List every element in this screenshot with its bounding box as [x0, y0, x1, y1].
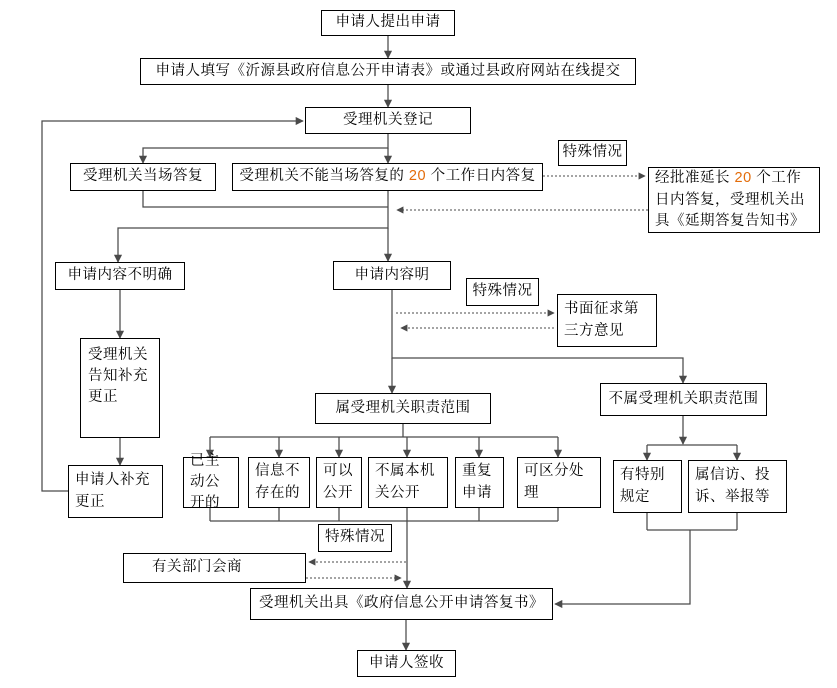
node-fill-form [140, 58, 636, 85]
node-register [305, 107, 471, 134]
node-label: 特殊情况 [325, 529, 385, 546]
node-label: 受理机关出具《政府信息公开申请答复书》 [259, 595, 544, 612]
node-not-this-organ [368, 457, 448, 508]
node-label: 属信访、投诉、举报等 [695, 467, 770, 505]
node-label: 可以公开 [323, 463, 353, 501]
node-label: 申请内容不明确 [67, 267, 173, 284]
node-label: 特殊情况 [472, 283, 533, 300]
node-reply-20days [232, 163, 543, 191]
label-highlight-number: 20 [408, 168, 427, 185]
node-label: 有关部门会商 [152, 559, 242, 576]
label-part: 受理机关不能当场答复的 [239, 168, 409, 185]
node-label: 受理机关告知补充更正 [88, 347, 148, 406]
node-label: 有特别规定 [620, 467, 665, 505]
label-part: 经批准延长 [655, 170, 735, 187]
node-in-scope [315, 393, 491, 424]
node-consult [123, 553, 306, 583]
node-label: 不属受理机关职责范围 [608, 390, 759, 407]
node-label: 特殊情况 [562, 144, 623, 161]
node-info-not-exist [248, 457, 310, 508]
node-label: 已主动公开的 [190, 452, 220, 512]
connector-register-onspot [143, 134, 388, 163]
node-already-public [183, 452, 239, 512]
connector-onspot-merge [143, 191, 388, 207]
node-special-rule [613, 460, 682, 513]
node-onspot-reply [70, 163, 216, 191]
node-sign [357, 650, 456, 677]
label-part: 个工作日内答复 [426, 168, 536, 185]
node-label: 受理机关当场答复 [83, 168, 203, 185]
node-label: 信息不存在的 [255, 463, 300, 501]
node-separable [517, 457, 601, 508]
node-out-of-scope [600, 383, 767, 416]
connector-to-unclear [118, 191, 388, 262]
node-applicant-submit [321, 10, 455, 36]
node-extension-notice [648, 167, 820, 233]
node-label: 申请人签收 [369, 654, 444, 671]
connector-right-to-replydoc [555, 530, 690, 604]
node-label: 书面征求第三方意见 [564, 301, 639, 339]
node-label: 受理机关登记 [343, 111, 433, 128]
label-special-case-top [558, 140, 627, 166]
node-label: 属受理机关职责范围 [335, 399, 471, 416]
node-label: 不属本机关公开 [375, 463, 435, 501]
label-special-case-mid [466, 278, 539, 306]
label-part: 个工作日内答复，受理机关出具《延期答复告知书》 [655, 170, 805, 229]
node-notify-supplement [80, 338, 160, 438]
node-label: 重复申请 [462, 463, 492, 501]
node-reply-doc [250, 588, 553, 620]
node-third-party-opinion [557, 294, 657, 347]
node-label: 申请人补充更正 [75, 472, 150, 510]
node-applicant-supplement [68, 465, 163, 518]
node-label: 申请人填写《沂源县政府信息公开申请表》或通过县政府网站在线提交 [155, 62, 621, 79]
node-repeat-apply [455, 457, 504, 508]
node-content-clear [333, 261, 451, 290]
node-label: 申请内容明 [354, 266, 430, 283]
node-content-unclear [55, 262, 185, 290]
label-highlight-number: 20 [734, 170, 752, 187]
node-can-public [316, 457, 362, 508]
label-special-case-bottom [318, 524, 392, 552]
node-label: 申请人提出申请 [335, 14, 441, 31]
node-label [655, 168, 813, 231]
node-label [239, 166, 535, 187]
node-label: 可区分处理 [524, 463, 584, 501]
node-petition [688, 460, 787, 513]
